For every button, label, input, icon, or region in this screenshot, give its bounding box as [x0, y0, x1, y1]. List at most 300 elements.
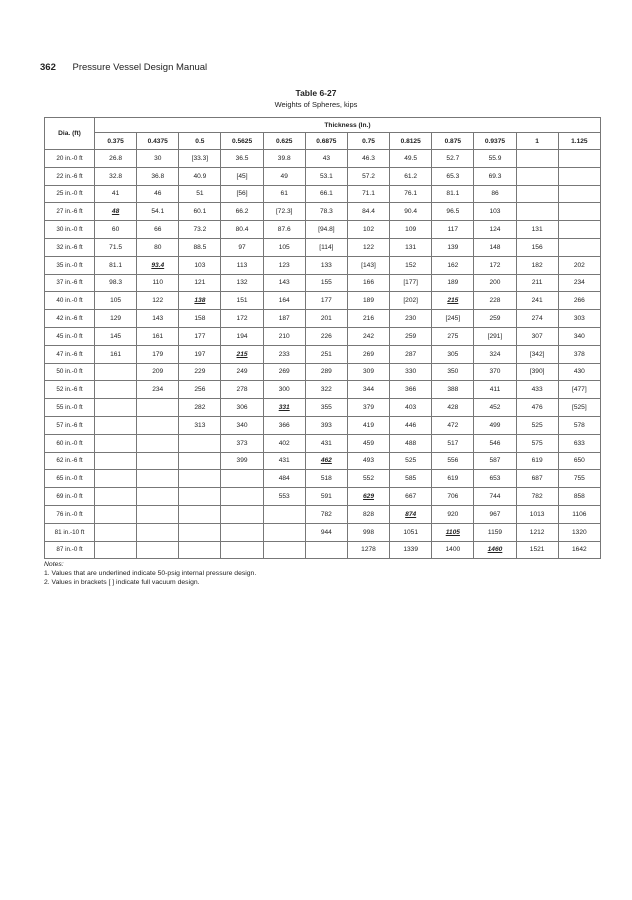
- weight-cell: [221, 541, 263, 559]
- weight-cell: 259: [390, 327, 432, 345]
- weight-cell: 103: [179, 256, 221, 274]
- diameter-cell: 57 in.-6 ft: [45, 416, 95, 434]
- underlined-value: 215: [447, 297, 459, 305]
- weight-cell: 229: [179, 363, 221, 381]
- thickness-col-header: 0.9375: [474, 133, 516, 150]
- table-row: [45, 256, 601, 274]
- weight-cell: [221, 523, 263, 541]
- weights-table: [44, 117, 601, 559]
- weight-cell: 71.1: [347, 185, 389, 203]
- weight-cell: 61: [263, 185, 305, 203]
- weight-cell: [95, 541, 137, 559]
- diameter-cell: 32 in.-6 ft: [45, 238, 95, 256]
- weight-cell: 706: [432, 488, 474, 506]
- weight-cell: 1159: [474, 523, 516, 541]
- weight-cell: 556: [432, 452, 474, 470]
- weight-cell: 282: [179, 399, 221, 417]
- weight-cell: 60.1: [179, 203, 221, 221]
- table-row: [45, 523, 601, 541]
- weight-cell: 1320: [558, 523, 600, 541]
- weight-cell: 39.8: [263, 150, 305, 168]
- table-row: [45, 399, 601, 417]
- weight-cell: [95, 416, 137, 434]
- thickness-col-header: 0.6875: [305, 133, 347, 150]
- weight-cell: [558, 150, 600, 168]
- table-title: Table 6-27: [295, 88, 337, 98]
- weight-cell: 1339: [390, 541, 432, 559]
- weight-cell: 133: [305, 256, 347, 274]
- weight-cell: 428: [432, 399, 474, 417]
- weight-cell: 274: [516, 310, 558, 328]
- weight-cell: 340: [221, 416, 263, 434]
- diameter-cell: 42 in.-6 ft: [45, 310, 95, 328]
- table-row: [45, 505, 601, 523]
- weight-cell: 256: [179, 381, 221, 399]
- weight-cell: [143]: [347, 256, 389, 274]
- weight-cell: 305: [432, 345, 474, 363]
- table-row: [45, 327, 601, 345]
- weight-cell: 88.5: [179, 238, 221, 256]
- weight-cell: [177]: [390, 274, 432, 292]
- weight-cell: 309: [347, 363, 389, 381]
- weight-cell: 1400: [432, 541, 474, 559]
- diameter-cell: 20 in.-0 ft: [45, 150, 95, 168]
- weight-cell: [305, 452, 347, 470]
- weight-cell: 322: [305, 381, 347, 399]
- table-row: [45, 434, 601, 452]
- weight-cell: 161: [95, 345, 137, 363]
- weight-cell: [95, 452, 137, 470]
- weight-cell: 179: [137, 345, 179, 363]
- weight-cell: [95, 381, 137, 399]
- weight-cell: 476: [516, 399, 558, 417]
- weight-cell: 546: [474, 434, 516, 452]
- weight-cell: 251: [305, 345, 347, 363]
- weight-cell: 202: [558, 256, 600, 274]
- weight-cell: [432, 523, 474, 541]
- note-1: 1. Values that are underlined indicate 50-psig internal pressure design.: [44, 570, 257, 577]
- weight-cell: [137, 541, 179, 559]
- weight-cell: 366: [263, 416, 305, 434]
- notes: [44, 560, 256, 587]
- weight-cell: [95, 363, 137, 381]
- thickness-col-header: 0.5: [179, 133, 221, 150]
- underlined-value: 1460: [487, 546, 503, 554]
- weight-cell: 49: [263, 167, 305, 185]
- weight-cell: [342]: [516, 345, 558, 363]
- weight-cell: 90.4: [390, 203, 432, 221]
- weight-cell: [56]: [221, 185, 263, 203]
- weight-cell: 43: [305, 150, 347, 168]
- weight-cell: 419: [347, 416, 389, 434]
- weight-cell: 200: [474, 274, 516, 292]
- weight-cell: 591: [305, 488, 347, 506]
- weight-cell: 164: [263, 292, 305, 310]
- weight-cell: 687: [516, 470, 558, 488]
- weight-cell: 452: [474, 399, 516, 417]
- weight-cell: 131: [516, 221, 558, 239]
- weight-cell: [291]: [474, 327, 516, 345]
- weight-cell: [525]: [558, 399, 600, 417]
- weight-cell: [347, 488, 389, 506]
- weight-cell: [72.3]: [263, 203, 305, 221]
- weight-cell: 633: [558, 434, 600, 452]
- weight-cell: 1106: [558, 505, 600, 523]
- weight-cell: 525: [516, 416, 558, 434]
- weight-cell: 172: [221, 310, 263, 328]
- weight-cell: 81.1: [95, 256, 137, 274]
- weight-cell: 177: [179, 327, 221, 345]
- thickness-col-header: 1: [516, 133, 558, 150]
- weight-cell: 182: [516, 256, 558, 274]
- weight-cell: [179, 434, 221, 452]
- weight-cell: 553: [263, 488, 305, 506]
- weight-cell: [137, 256, 179, 274]
- dia-header: Dia. (ft): [45, 118, 95, 150]
- weight-cell: 230: [390, 310, 432, 328]
- weight-cell: 80.4: [221, 221, 263, 239]
- weight-cell: 105: [95, 292, 137, 310]
- weight-cell: 303: [558, 310, 600, 328]
- weight-cell: 350: [432, 363, 474, 381]
- weight-cell: 585: [390, 470, 432, 488]
- weight-cell: 105: [263, 238, 305, 256]
- weight-cell: 552: [347, 470, 389, 488]
- weight-cell: 156: [516, 238, 558, 256]
- weight-cell: [558, 238, 600, 256]
- weight-cell: 131: [390, 238, 432, 256]
- weight-cell: 399: [221, 452, 263, 470]
- weight-cell: 667: [390, 488, 432, 506]
- underlined-value: 48: [111, 208, 120, 216]
- underlined-value: 215: [236, 350, 248, 358]
- table-row: [45, 221, 601, 239]
- weight-cell: [179, 470, 221, 488]
- weight-cell: 431: [263, 452, 305, 470]
- weight-cell: [179, 292, 221, 310]
- weight-cell: 431: [305, 434, 347, 452]
- weight-cell: [137, 505, 179, 523]
- weight-cell: 300: [263, 381, 305, 399]
- weight-cell: 518: [305, 470, 347, 488]
- table-row: [45, 488, 601, 506]
- thickness-col-header: 0.625: [263, 133, 305, 150]
- weight-cell: 96.5: [432, 203, 474, 221]
- weight-cell: 403: [390, 399, 432, 417]
- table-subtitle: Weights of Spheres, kips: [274, 100, 358, 109]
- note-2: 2. Values in brackets [ ] indicate full vacuum design.: [44, 579, 200, 586]
- weight-cell: 289: [305, 363, 347, 381]
- weight-cell: [516, 185, 558, 203]
- weight-cell: 241: [516, 292, 558, 310]
- weight-cell: 998: [347, 523, 389, 541]
- table-row: [45, 274, 601, 292]
- weight-cell: 306: [221, 399, 263, 417]
- weight-cell: 287: [390, 345, 432, 363]
- weight-cell: 97: [221, 238, 263, 256]
- weight-cell: [263, 399, 305, 417]
- weight-cell: 124: [474, 221, 516, 239]
- weight-cell: 81.1: [432, 185, 474, 203]
- weight-cell: [558, 203, 600, 221]
- diameter-cell: 35 in.-0 ft: [45, 256, 95, 274]
- weight-cell: 26.8: [95, 150, 137, 168]
- diameter-cell: 47 in.-6 ft: [45, 345, 95, 363]
- book-title: Pressure Vessel Design Manual: [72, 62, 208, 73]
- weight-cell: [137, 452, 179, 470]
- weight-cell: 194: [221, 327, 263, 345]
- weight-cell: 36.8: [137, 167, 179, 185]
- weight-cell: 234: [558, 274, 600, 292]
- weight-cell: 446: [390, 416, 432, 434]
- weight-cell: [179, 505, 221, 523]
- weight-cell: 379: [347, 399, 389, 417]
- weight-cell: 132: [221, 274, 263, 292]
- weight-cell: 61.2: [390, 167, 432, 185]
- thickness-col-header: 0.4375: [137, 133, 179, 150]
- weight-cell: 189: [432, 274, 474, 292]
- diameter-cell: 22 in.-6 ft: [45, 167, 95, 185]
- weight-cell: 30: [137, 150, 179, 168]
- weight-cell: 143: [137, 310, 179, 328]
- weight-cell: 355: [305, 399, 347, 417]
- table-row: [45, 381, 601, 399]
- weight-cell: 110: [137, 274, 179, 292]
- weight-cell: 117: [432, 221, 474, 239]
- weight-cell: [474, 541, 516, 559]
- diameter-cell: 37 in.-6 ft: [45, 274, 95, 292]
- weight-cell: 373: [221, 434, 263, 452]
- weight-cell: [390]: [516, 363, 558, 381]
- table-body: [45, 150, 601, 559]
- weight-cell: [179, 452, 221, 470]
- weight-cell: [137, 488, 179, 506]
- weight-cell: 472: [432, 416, 474, 434]
- weight-cell: 139: [432, 238, 474, 256]
- weight-cell: 234: [137, 381, 179, 399]
- weight-cell: [137, 434, 179, 452]
- diameter-cell: 50 in.-0 ft: [45, 363, 95, 381]
- weight-cell: [477]: [558, 381, 600, 399]
- weight-cell: [95, 505, 137, 523]
- weight-cell: 1013: [516, 505, 558, 523]
- weight-cell: 162: [432, 256, 474, 274]
- diameter-cell: 62 in.-6 ft: [45, 452, 95, 470]
- weight-cell: 66: [137, 221, 179, 239]
- weight-cell: [179, 488, 221, 506]
- weight-cell: 259: [474, 310, 516, 328]
- underlined-value: 1105: [445, 528, 460, 536]
- weight-cell: 69.3: [474, 167, 516, 185]
- diameter-cell: 81 in.-10 ft: [45, 523, 95, 541]
- page-number: 362: [40, 62, 56, 73]
- table-row: [45, 452, 601, 470]
- weight-cell: 60: [95, 221, 137, 239]
- weight-cell: 57.2: [347, 167, 389, 185]
- underlined-value: 138: [194, 297, 206, 305]
- weight-cell: [263, 523, 305, 541]
- thickness-col-header: 0.8125: [390, 133, 432, 150]
- table-row: [45, 203, 601, 221]
- weight-cell: 1642: [558, 541, 600, 559]
- weight-cell: 344: [347, 381, 389, 399]
- weight-cell: 177: [305, 292, 347, 310]
- weight-cell: 307: [516, 327, 558, 345]
- weight-cell: 619: [516, 452, 558, 470]
- weight-cell: [95, 399, 137, 417]
- table-row: [45, 238, 601, 256]
- notes-title: Notes:: [44, 561, 64, 568]
- weight-cell: 143: [263, 274, 305, 292]
- table-row: [45, 292, 601, 310]
- weight-cell: [516, 150, 558, 168]
- weight-cell: [432, 292, 474, 310]
- diameter-cell: 40 in.-0 ft: [45, 292, 95, 310]
- weight-cell: 275: [432, 327, 474, 345]
- weight-cell: [45]: [221, 167, 263, 185]
- weight-cell: 587: [474, 452, 516, 470]
- weight-cell: [95, 434, 137, 452]
- weight-cell: 269: [263, 363, 305, 381]
- weight-cell: 189: [347, 292, 389, 310]
- weight-cell: [263, 505, 305, 523]
- weight-cell: [221, 345, 263, 363]
- diameter-cell: 76 in.-0 ft: [45, 505, 95, 523]
- weight-cell: [245]: [432, 310, 474, 328]
- weight-cell: 755: [558, 470, 600, 488]
- weight-cell: 73.2: [179, 221, 221, 239]
- weight-cell: 78.3: [305, 203, 347, 221]
- weight-cell: 151: [221, 292, 263, 310]
- table-row: [45, 185, 601, 203]
- thickness-header: Thickness (In.): [95, 118, 601, 133]
- diameter-cell: 69 in.-0 ft: [45, 488, 95, 506]
- weight-cell: 102: [347, 221, 389, 239]
- weight-cell: 378: [558, 345, 600, 363]
- thickness-col-header: 1.125: [558, 133, 600, 150]
- weight-cell: 41: [95, 185, 137, 203]
- weight-cell: 122: [347, 238, 389, 256]
- table-row: [45, 167, 601, 185]
- weight-cell: [94.8]: [305, 221, 347, 239]
- weight-cell: 98.3: [95, 274, 137, 292]
- weight-cell: 172: [474, 256, 516, 274]
- thickness-col-header: 0.75: [347, 133, 389, 150]
- weight-cell: 216: [347, 310, 389, 328]
- weight-cell: 209: [137, 363, 179, 381]
- weight-cell: 40.9: [179, 167, 221, 185]
- weight-cell: 313: [179, 416, 221, 434]
- weight-cell: 54.1: [137, 203, 179, 221]
- weight-cell: 66.2: [221, 203, 263, 221]
- weight-cell: [95, 523, 137, 541]
- weight-cell: 653: [474, 470, 516, 488]
- weight-cell: 152: [390, 256, 432, 274]
- weight-cell: [33.3]: [179, 150, 221, 168]
- weight-cell: [179, 523, 221, 541]
- weight-cell: 103: [474, 203, 516, 221]
- weight-cell: 278: [221, 381, 263, 399]
- weight-cell: 402: [263, 434, 305, 452]
- thickness-col-header: 0.875: [432, 133, 474, 150]
- weight-cell: [221, 488, 263, 506]
- weight-cell: 166: [347, 274, 389, 292]
- weight-cell: 388: [432, 381, 474, 399]
- weight-cell: 46: [137, 185, 179, 203]
- weight-cell: 84.4: [347, 203, 389, 221]
- weight-cell: [179, 541, 221, 559]
- underlined-value: 331: [278, 404, 290, 412]
- diameter-cell: 55 in.-0 ft: [45, 399, 95, 417]
- weight-cell: 87.6: [263, 221, 305, 239]
- weight-cell: 499: [474, 416, 516, 434]
- weight-cell: 782: [305, 505, 347, 523]
- weight-cell: 197: [179, 345, 221, 363]
- weight-cell: 121: [179, 274, 221, 292]
- weight-cell: 340: [558, 327, 600, 345]
- weight-cell: 158: [179, 310, 221, 328]
- weight-cell: 650: [558, 452, 600, 470]
- diameter-cell: 45 in.-0 ft: [45, 327, 95, 345]
- weight-cell: 46.3: [347, 150, 389, 168]
- weight-cell: 370: [474, 363, 516, 381]
- underlined-value: 462: [320, 457, 332, 465]
- weight-cell: 1212: [516, 523, 558, 541]
- weight-cell: [95, 488, 137, 506]
- underlined-value: 93.4: [151, 261, 165, 269]
- diameter-cell: 52 in.-6 ft: [45, 381, 95, 399]
- weight-cell: 148: [474, 238, 516, 256]
- underlined-value: 874: [405, 510, 417, 518]
- weight-cell: 233: [263, 345, 305, 363]
- diameter-cell: 87 in.-0 ft: [45, 541, 95, 559]
- weight-cell: 330: [390, 363, 432, 381]
- weight-cell: 484: [263, 470, 305, 488]
- page-header: [40, 62, 207, 73]
- thickness-row: [45, 133, 601, 150]
- table-row: [45, 363, 601, 381]
- diameter-cell: 65 in.-0 ft: [45, 470, 95, 488]
- weight-cell: 201: [305, 310, 347, 328]
- weight-cell: [221, 470, 263, 488]
- table-row: [45, 345, 601, 363]
- thickness-col-header: 0.375: [95, 133, 137, 150]
- weight-cell: 211: [516, 274, 558, 292]
- weight-cell: 828: [347, 505, 389, 523]
- weight-cell: 1521: [516, 541, 558, 559]
- weight-cell: 210: [263, 327, 305, 345]
- weight-cell: [95, 203, 137, 221]
- weight-cell: 86: [474, 185, 516, 203]
- weight-cell: 858: [558, 488, 600, 506]
- weight-cell: 1278: [347, 541, 389, 559]
- weight-cell: 430: [558, 363, 600, 381]
- weight-cell: [558, 185, 600, 203]
- weight-cell: 459: [347, 434, 389, 452]
- weight-cell: 575: [516, 434, 558, 452]
- weight-cell: 55.9: [474, 150, 516, 168]
- weight-cell: [516, 203, 558, 221]
- weight-cell: [516, 167, 558, 185]
- weight-cell: 187: [263, 310, 305, 328]
- weight-cell: 52.7: [432, 150, 474, 168]
- weight-cell: 49.5: [390, 150, 432, 168]
- weight-cell: 433: [516, 381, 558, 399]
- weight-cell: [137, 399, 179, 417]
- weight-cell: 525: [390, 452, 432, 470]
- weight-cell: 967: [474, 505, 516, 523]
- diameter-cell: 60 in.-0 ft: [45, 434, 95, 452]
